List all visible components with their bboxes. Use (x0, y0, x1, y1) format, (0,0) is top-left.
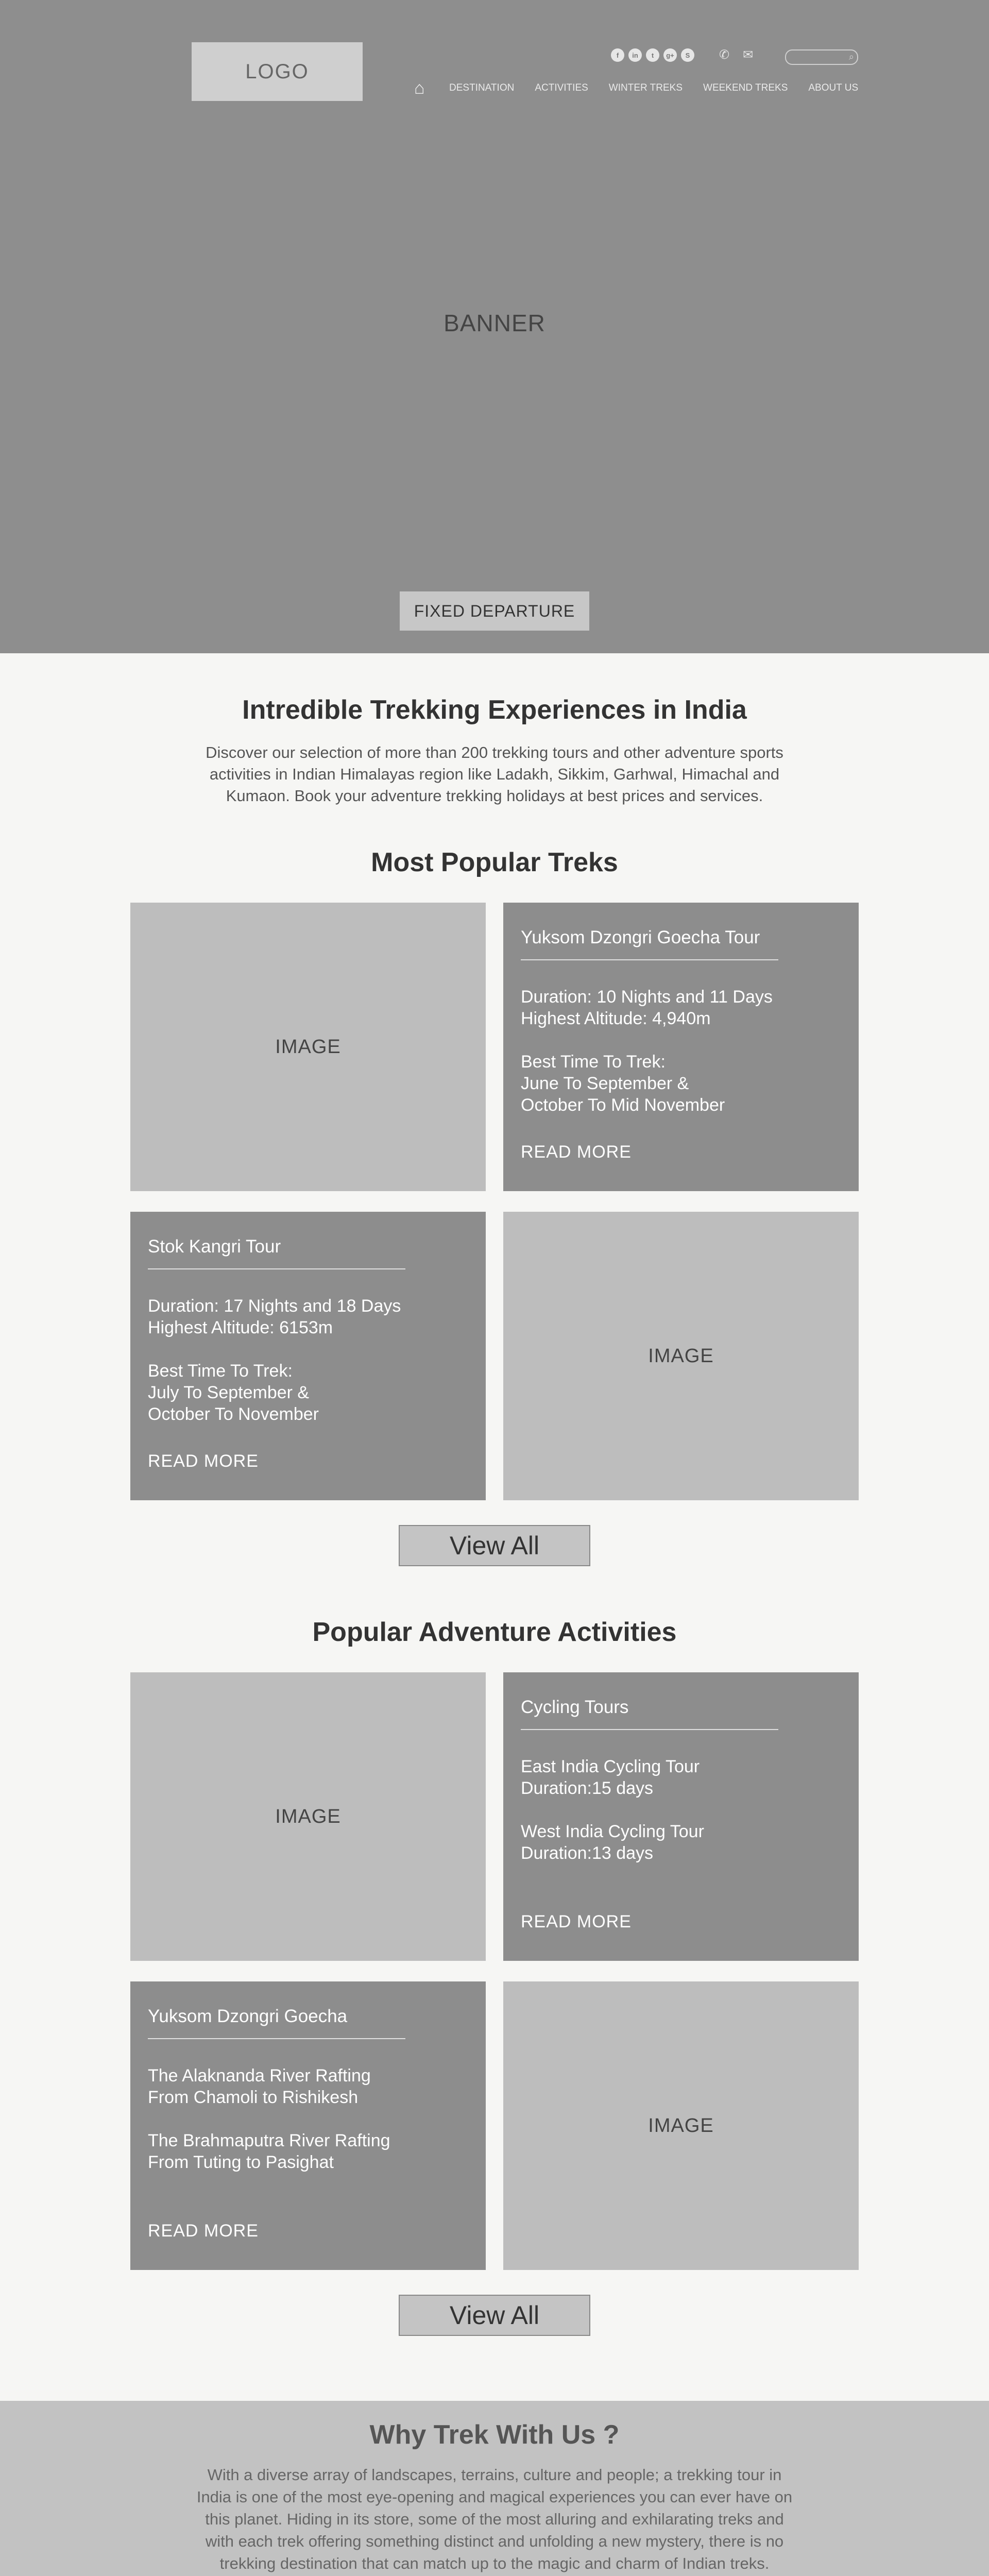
trek-season: July To September & (148, 1383, 310, 1402)
nav-winter-treks[interactable]: WINTER TREKS (608, 82, 683, 93)
activities-title: Popular Adventure Activities (312, 1617, 677, 1647)
view-all-activities-button[interactable]: View All (399, 2295, 590, 2336)
why-section (0, 2401, 989, 2576)
facebook-icon[interactable]: f (611, 48, 624, 62)
activity-detail: Duration:13 days (521, 1843, 654, 1863)
activity-title: Yuksom Dzongri Goecha (148, 2006, 348, 2026)
why-title: Why Trek With Us ? (369, 2420, 620, 2450)
trek-image[interactable]: IMAGE (503, 1212, 859, 1500)
activity-detail: Duration:15 days (521, 1778, 654, 1798)
read-more-link[interactable]: READ MORE (148, 1451, 259, 1471)
site-logo[interactable]: LOGO (192, 42, 363, 101)
why-text: With a diverse array of landscapes, terrains, culture and people; a trekking tour in India is one of the most eye-opening and magical experiences you can ever have on this planet. Hiding in its store, some of the most alluring and exhilarating treks and with each trek offering something distinct and unfolding a new mystery, there is no trekking destination that can match up to the magic and charm of Indian treks. (196, 2466, 793, 2572)
phone-icon[interactable]: ✆ (719, 48, 730, 62)
hero (0, 0, 989, 653)
activity-title: Cycling Tours (521, 1697, 629, 1717)
trek-title: Stok Kangri Tour (148, 1236, 281, 1257)
nav-activities[interactable]: ACTIVITIES (535, 82, 588, 93)
read-more-link[interactable]: READ MORE (521, 1912, 632, 1931)
divider (521, 959, 778, 960)
activity-detail: The Brahmaputra River Rafting (148, 2131, 390, 2150)
activity-detail: East India Cycling Tour (521, 1757, 700, 1776)
contact-icons (719, 47, 753, 62)
view-all-treks-button[interactable]: View All (399, 1525, 590, 1566)
main-nav (414, 78, 879, 98)
divider (148, 1268, 405, 1269)
activity-detail: From Tuting to Pasighat (148, 2153, 334, 2172)
trek-title: Yuksom Dzongri Goecha Tour (521, 927, 760, 947)
activities-grid (130, 1672, 859, 2270)
trek-detail: Highest Altitude: 4,940m (521, 1009, 711, 1028)
trek-detail: Duration: 10 Nights and 11 Days (521, 987, 773, 1007)
linkedin-icon[interactable]: in (628, 48, 642, 62)
activity-card[interactable] (130, 1981, 486, 2270)
trek-detail: Highest Altitude: 6153m (148, 1318, 333, 1337)
intro-text: Discover our selection of more than 200 trekking tours and other adventure sports activities in Indian Himalayas region like Ladakh, Sikkim, Garhwal, Himachal and Kumaon. Book your adventure trekking holidays at best prices and services. (206, 743, 783, 805)
activity-image[interactable]: IMAGE (130, 1672, 486, 1961)
read-more-link[interactable]: READ MORE (148, 2221, 259, 2241)
activity-detail: From Chamoli to Rishikesh (148, 2088, 359, 2107)
fixed-departure-button[interactable]: FIXED DEPARTURE (400, 591, 589, 631)
divider (521, 1729, 778, 1730)
nav-weekend-treks[interactable]: WEEKEND TREKS (703, 82, 788, 93)
nav-about-us[interactable]: ABOUT US (808, 82, 859, 93)
activity-detail: The Alaknanda River Rafting (148, 2066, 371, 2086)
search-icon[interactable]: ⌕ (848, 52, 854, 62)
popular-treks-grid (130, 903, 859, 1500)
twitter-icon[interactable]: t (646, 48, 659, 62)
nav-destination[interactable]: DESTINATION (449, 82, 515, 93)
divider (148, 2038, 405, 2039)
trek-season: Best Time To Trek: (148, 1361, 293, 1381)
header-search-input[interactable] (785, 49, 858, 65)
trek-season: October To November (148, 1404, 319, 1424)
trek-season: Best Time To Trek: (521, 1052, 666, 1072)
home-icon[interactable]: ⌂ (414, 78, 425, 98)
trek-detail: Duration: 17 Nights and 18 Days (148, 1296, 401, 1316)
activity-image[interactable]: IMAGE (503, 1981, 859, 2270)
activity-card[interactable] (503, 1672, 859, 1961)
trek-season: June To September & (521, 1074, 689, 1093)
read-more-link[interactable]: READ MORE (521, 1142, 632, 1162)
popular-treks-title: Most Popular Treks (371, 848, 618, 877)
mail-icon[interactable]: ✉ (743, 48, 754, 62)
trek-card[interactable] (503, 903, 859, 1191)
trek-card[interactable] (130, 1212, 486, 1500)
skype-icon[interactable]: S (681, 48, 694, 62)
banner-label: BANNER (444, 310, 545, 336)
trek-season: October To Mid November (521, 1095, 725, 1115)
social-links (611, 48, 694, 62)
google-plus-icon[interactable]: g+ (663, 48, 677, 62)
intro-title: Intredible Trekking Experiences in India (242, 695, 747, 725)
activity-detail: West India Cycling Tour (521, 1822, 704, 1841)
trek-image[interactable]: IMAGE (130, 903, 486, 1191)
